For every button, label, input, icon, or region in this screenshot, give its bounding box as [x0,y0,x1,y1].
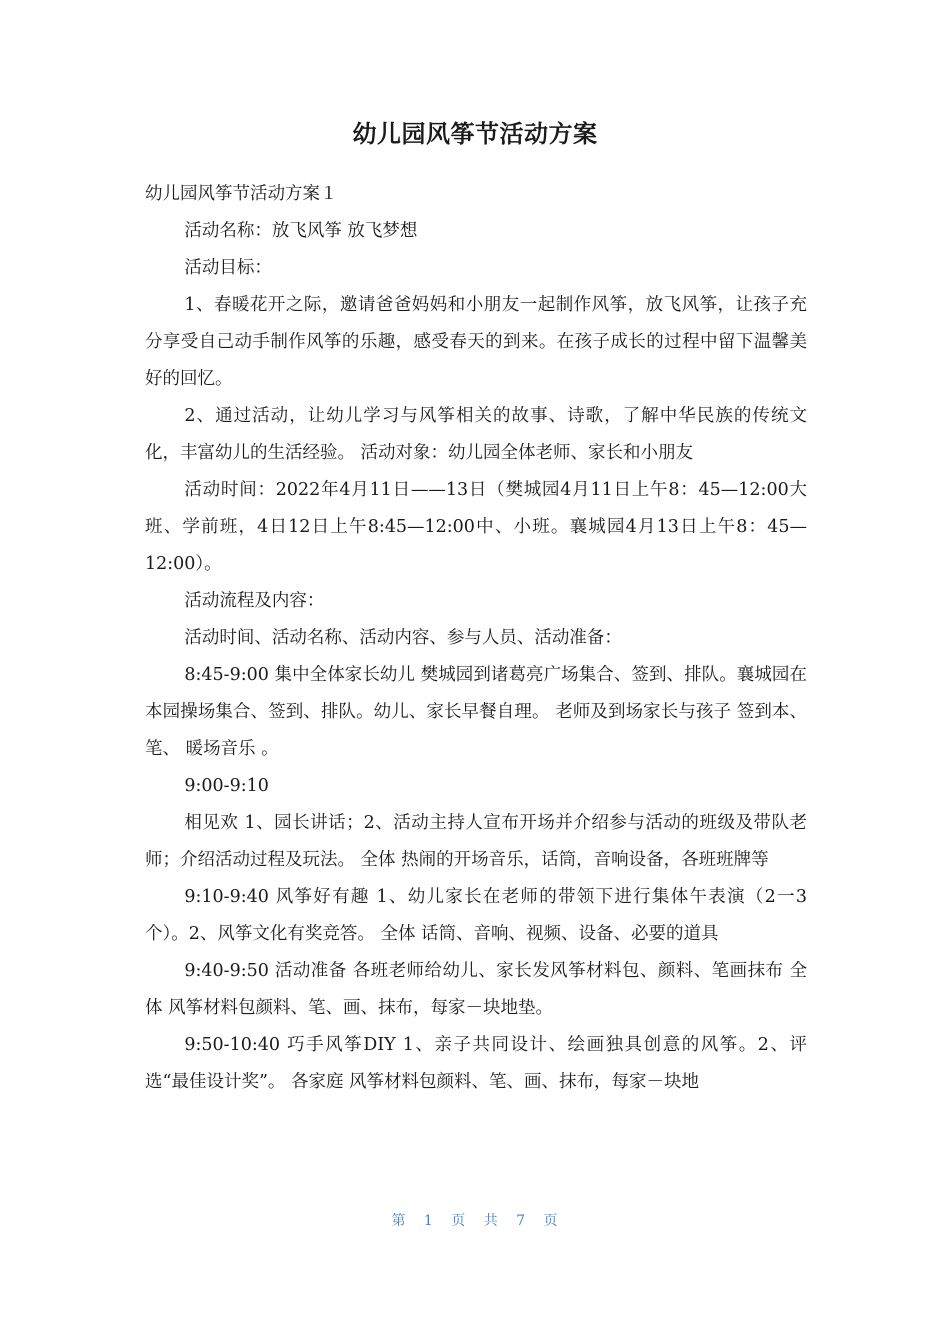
paragraph-process-heading: 活动流程及内容： [184,591,325,611]
paragraph-activity-name: 活动名称：放飞风筝 放飞梦想 [184,221,418,241]
document-body [145,176,807,1101]
paragraph-schedule-0910: 9:10-9:40 风筝好有趣 1、幼儿家长在老师的带领下进行集体午表演（2一3个）。2、风筝文化有奖竞答。 全体 话筒、音响、视频、设备、必要的道具 [145,887,807,944]
paragraph-goals-heading: 活动目标： [184,258,272,278]
paragraph-schedule-0950: 9:50-10:40 巧手风筝DIY 1、亲子共同设计、绘画独具创意的风筝。2、评选“最佳设计奖”。 各家庭 风筝材料包颜料、笔、画、抹布，每家－块地 [145,1035,807,1092]
paragraph-goal-1: 1、春暖花开之际，邀请爸爸妈妈和小朋友一起制作风筝，放飞风筝，让孩子充分享受自己动手制作风筝的乐趣，感受春天的到来。在孩子成长的过程中留下温馨美好的回忆。 [145,295,807,389]
paragraph-schedule-0900-time: 9:00-9:10 [184,776,269,796]
paragraph-schedule-0900: 相见欢 1、园长讲话；2、活动主持人宣布开场并介绍参与活动的班级及带队老师；介绍活动过程及玩法。 全体 热闹的开场音乐，话筒，音响设备，各班班牌等 [145,813,807,870]
document-subtitle: 幼儿园风筝节活动方案１ [145,184,338,204]
paragraph-goal-2: 2、通过活动，让幼儿学习与风筝相关的故事、诗歌，了解中华民族的传统文化，丰富幼儿的生活经验。 活动对象：幼儿园全体老师、家长和小朋友 [145,406,807,463]
paragraph-activity-time: 活动时间：2022年4月11日——13日（樊城园4月11日上午8：45—12:00大班、学前班，4日12日上午8:45—12:00中、小班。襄城园4月13日上午8：45—12:00）。 [145,480,807,574]
paragraph-table-header: 活动时间、活动名称、活动内容、参与人员、活动准备： [184,628,622,648]
paragraph-schedule-0845: 8:45-9:00 集中全体家长幼儿 樊城园到诸葛亮广场集合、签到、排队。襄城园在本园操场集合、签到、排队。幼儿、家长早餐自理。 老师及到场家长与孩子 签到本、笔、 暖场音乐 。 [145,665,807,759]
page-title: 幼儿园风筝节活动方案 [352,120,598,148]
paragraph-schedule-0940: 9:40-9:50 活动准备 各班老师给幼儿、家长发风筝材料包、颜料、笔画抹布 全体 风筝材料包颜料、笔、画、抹布，每家－块地垫。 [145,961,807,1018]
page-number-footer: 第 1 页 共 7 页 [391,1213,559,1229]
